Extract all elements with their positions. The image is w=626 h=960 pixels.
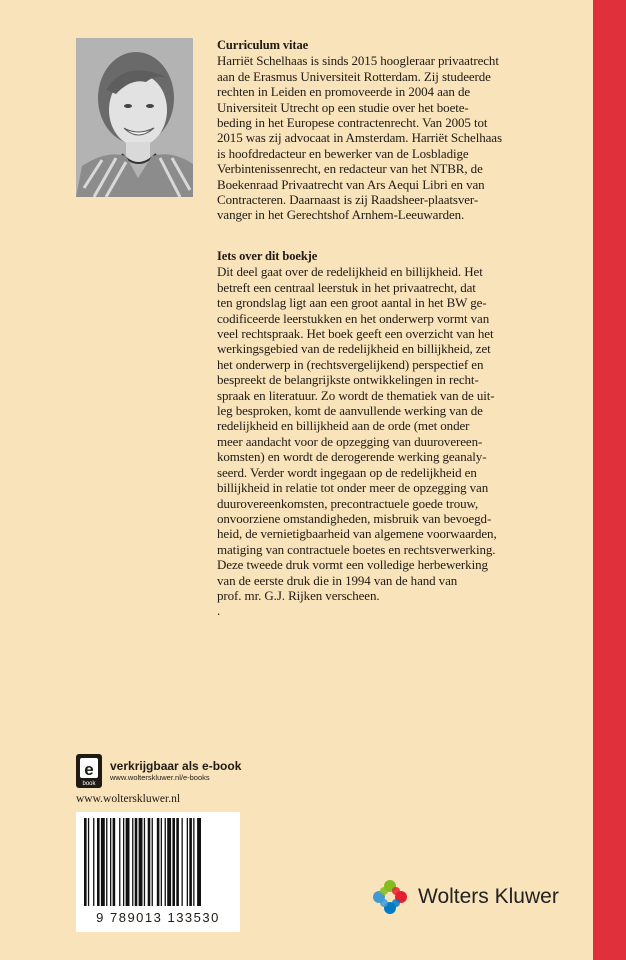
about-line: betreft een centraal leerstuk in het privaatrecht, dat	[217, 279, 476, 295]
about-line: werkingsgebied van de redelijkheid en billijkheid, zet	[217, 341, 491, 357]
about-line: het onderwerp in (rechtsvergelijkend) perspectief en	[217, 356, 484, 372]
about-line: komsten) en wordt de derogerende werking geanaly-	[217, 449, 487, 465]
ebook-icon-letter: e	[84, 760, 94, 779]
about-line: .	[217, 603, 221, 619]
about-line: Dit deel gaat over de redelijkheid en billijkheid. Het	[217, 264, 483, 280]
ebook-text	[110, 759, 241, 783]
about-line: meer aandacht voor de opzegging van duurovereen-	[217, 433, 483, 449]
curriculum-vitae-section	[217, 38, 513, 223]
about-line: Deze tweede druk vormt een volledige herbewerking	[217, 557, 488, 573]
ebook-title: verkrijgbaar als e-book	[110, 759, 242, 773]
about-heading: Iets over dit boekje	[217, 249, 318, 263]
about-line: heid, de vernietigbaarheid van algemene voorwaarden,	[217, 526, 497, 542]
about-line: seerd. Verder wordt ingegaan op de redelijkheid en	[217, 464, 477, 480]
curriculum-line: 2015 was zij advocaat in Amsterdam. Harriët Schelhaas	[217, 130, 502, 146]
about-line: onvoorziene omstandigheden, misbruik van bevoegd-	[217, 510, 492, 526]
about-book-section	[217, 249, 513, 619]
about-line: codificeerde leerstukken en het onderwerp vormt van	[217, 310, 490, 326]
about-line: spraak en literatuur. Zo wordt de thematiek van de uit-	[217, 387, 495, 403]
curriculum-line: Boekenraad Privaatrecht van Ars Aequi Libri en van	[217, 176, 485, 192]
about-text	[217, 264, 513, 618]
about-line: redelijkheid en billijkheid aan de orde (met onder	[217, 418, 470, 434]
publisher-logo[interactable]	[370, 874, 559, 920]
curriculum-heading: Curriculum vitae	[217, 38, 309, 52]
barcode	[76, 812, 240, 932]
publisher-name: Wolters Kluwer	[418, 885, 559, 908]
barcode-bars	[76, 812, 240, 910]
ebook-icon	[76, 754, 102, 788]
curriculum-text	[217, 53, 513, 222]
about-line: veel rechtspraak. Het boek geeft een overzicht van het	[217, 326, 494, 342]
ebook-icon-sub: book	[82, 781, 96, 787]
ebook-url[interactable]: www.wolterskluwer.nl/e-books	[110, 773, 210, 782]
curriculum-line: Harriët Schelhaas is sinds 2015 hoogleraar privaatrecht	[217, 53, 499, 69]
wolters-kluwer-logo-icon	[370, 877, 410, 917]
about-line: leg besproken, komt de aanvullende werking van de	[217, 403, 483, 419]
about-line: ten grondslag ligt aan een groot aantal in het BW ge-	[217, 295, 487, 311]
curriculum-line: Universiteit Utrecht op een studie over het boete-	[217, 99, 469, 115]
curriculum-line: Contracteren. Daarnaast is zij Raadsheer-plaatsver-	[217, 192, 479, 208]
about-line: van de eerste druk die in 1994 van de hand van	[217, 572, 458, 588]
curriculum-line: beding in het Europese contractenrecht. Van 2005 tot	[217, 115, 488, 131]
about-line: prof. mr. G.J. Rijken verscheen.	[217, 587, 380, 603]
about-line: bespreekt de belangrijkste ontwikkelingen in recht-	[217, 372, 479, 388]
curriculum-line: rechten in Leiden en promoveerde in 2004 aan de	[217, 84, 471, 100]
curriculum-line: aan de Erasmus Universiteit Rotterdam. Zij studeerde	[217, 68, 491, 84]
about-line: duurovereenkomsten, precontractuele goede trouw,	[217, 495, 479, 511]
about-line: matiging van contractuele boetes en rechtsverwerking.	[217, 541, 496, 557]
publisher-website[interactable]: www.wolterskluwer.nl	[76, 793, 181, 805]
curriculum-line: is hoofdredacteur en bewerker van de Losbladige	[217, 145, 469, 161]
barcode-digits: 9 789013 133530	[96, 910, 220, 925]
author-photo	[76, 38, 193, 197]
ebook-badge	[76, 754, 296, 788]
spine-red-strip	[593, 0, 626, 960]
curriculum-line: Verbintenissenrecht, en redacteur van het NTBR, de	[217, 161, 483, 177]
curriculum-line: vanger in het Gerechtshof Arnhem-Leeuwarden.	[217, 207, 465, 223]
about-line: billijkheid in relatie tot onder meer de opzegging van	[217, 480, 489, 496]
